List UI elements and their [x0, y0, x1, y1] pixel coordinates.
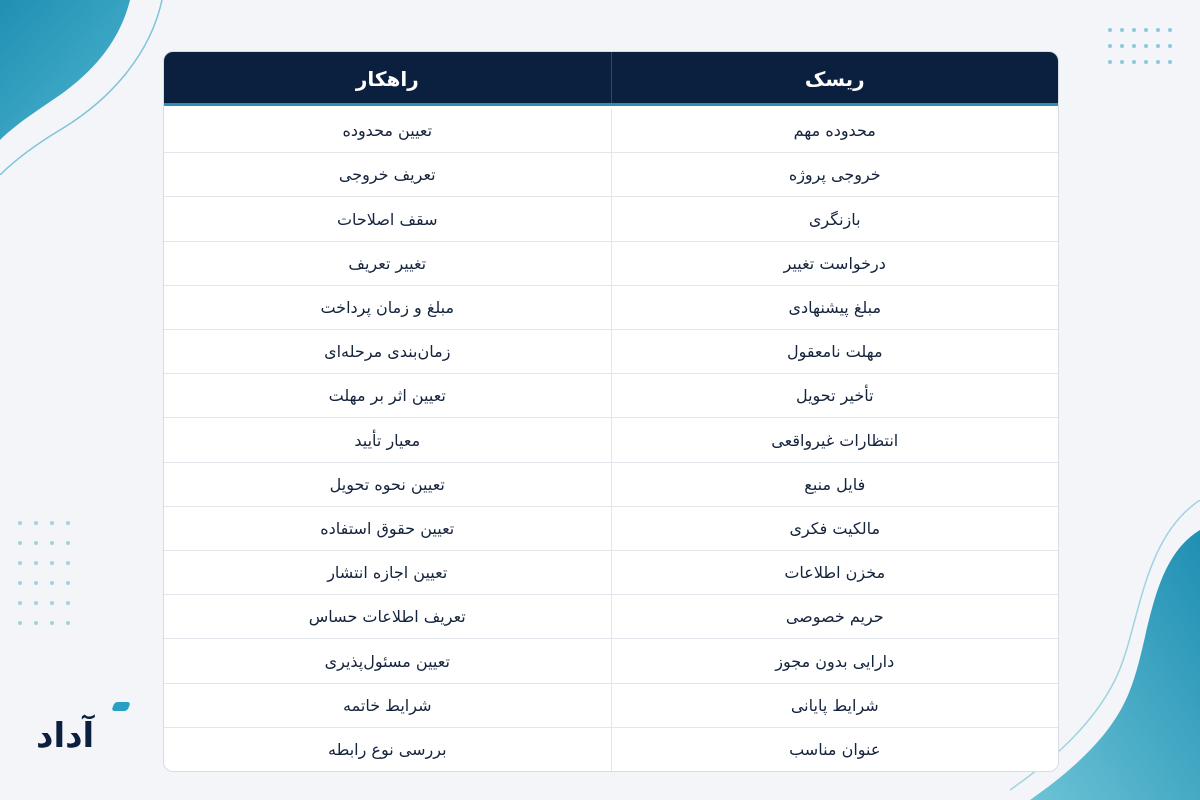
- top-left-wave-shape: [0, 0, 180, 175]
- solution-cell: معیار تأیید: [164, 418, 612, 461]
- table-row: [164, 684, 1058, 728]
- header-risk: ریسک: [804, 67, 865, 91]
- table-row: [164, 551, 1058, 595]
- risk-cell: مهلت نامعقول: [786, 342, 883, 362]
- risk-cell: شرایط پایانی: [790, 695, 879, 715]
- risk-cell: تأخیر تحویل: [795, 386, 874, 406]
- dot-grid-decoration: [18, 521, 70, 625]
- solution-cell: تعریف خروجی: [164, 153, 612, 196]
- risk-solution-table: [163, 51, 1059, 772]
- table-row: [164, 639, 1058, 683]
- table-row: [164, 330, 1058, 374]
- brand-name: آداد: [36, 716, 95, 756]
- solution-cell: تعیین مسئول‌پذیری: [164, 639, 612, 682]
- risk-cell: مخزن اطلاعات: [784, 563, 886, 583]
- table-row: [164, 153, 1058, 197]
- solution-cell: تغییر تعریف: [164, 242, 612, 285]
- logo-accent-mark: [111, 702, 130, 711]
- solution-cell: بررسی نوع رابطه: [164, 728, 612, 771]
- risk-cell: عنوان مناسب: [789, 739, 881, 759]
- solution-cell: تعیین نحوه تحویل: [164, 463, 612, 506]
- risk-cell: حریم خصوصی: [785, 607, 884, 627]
- solution-cell: شرایط خاتمه: [164, 684, 612, 727]
- table-row: [164, 418, 1058, 462]
- risk-cell: مالکیت فکری: [789, 518, 881, 538]
- solution-cell: زمان‌بندی مرحله‌ای: [164, 330, 612, 373]
- table-body: [164, 109, 1058, 771]
- table-row: [164, 242, 1058, 286]
- risk-cell: بازنگری: [808, 209, 861, 229]
- risk-cell: دارایی بدون مجوز: [775, 651, 895, 671]
- table-row: [164, 595, 1058, 639]
- table-header: [164, 52, 1058, 106]
- solution-cell: تعریف اطلاعات حساس: [164, 595, 612, 638]
- table-row: [164, 109, 1058, 153]
- solution-cell: تعیین حقوق استفاده: [164, 507, 612, 550]
- solution-cell: مبلغ و زمان پرداخت: [164, 286, 612, 329]
- dot-grid-decoration: [1108, 28, 1172, 68]
- risk-cell: انتظارات غیرواقعی: [771, 430, 899, 450]
- table-row: [164, 197, 1058, 241]
- solution-cell: تعیین اجازه انتشار: [164, 551, 612, 594]
- table-row: [164, 728, 1058, 771]
- table-row: [164, 463, 1058, 507]
- solution-cell: سقف اصلاحات: [164, 197, 612, 240]
- risk-cell: فایل منبع: [804, 474, 866, 494]
- table-row: [164, 507, 1058, 551]
- brand-logo: [36, 702, 126, 754]
- solution-cell: تعیین اثر بر مهلت: [164, 374, 612, 417]
- header-solution: راهکار: [164, 52, 612, 106]
- table-row: [164, 286, 1058, 330]
- risk-cell: خروجی پروژه: [788, 165, 881, 185]
- risk-cell: درخواست تغییر: [783, 253, 886, 273]
- solution-cell: تعیین محدوده: [164, 109, 612, 152]
- table-row: [164, 374, 1058, 418]
- risk-cell: محدوده مهم: [793, 121, 876, 141]
- risk-cell: مبلغ پیشنهادی: [788, 297, 882, 317]
